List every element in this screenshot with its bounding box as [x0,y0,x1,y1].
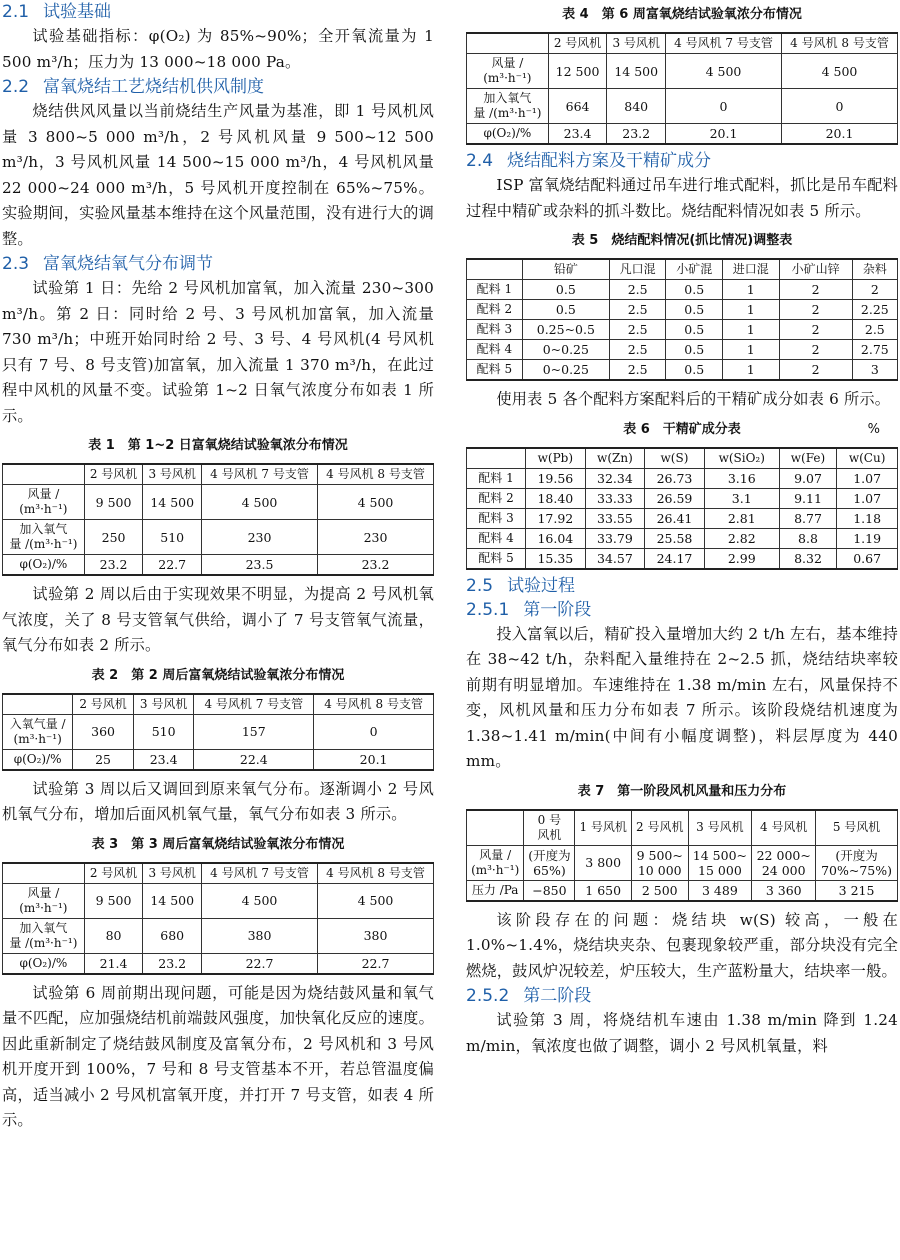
table-cell: 1 [723,320,780,340]
table-cell: 14 500~ 15 000 [688,845,752,880]
table-cell: 360 [73,714,134,749]
table-row-header: φ(O₂)/% [3,749,73,770]
table-header-cell: w(Fe) [779,448,837,469]
table-header-cell: 4 号风机 7 号支管 [202,863,318,884]
table-cell: 2.99 [704,548,779,569]
table-row [467,89,898,124]
table-cell: 26.59 [645,488,705,508]
table-cell: 664 [548,89,607,124]
table-cell: 22.7 [143,555,202,576]
table-row [467,340,898,360]
table-cell: 3.1 [704,488,779,508]
table-row-header: 配料 5 [467,548,526,569]
table-cell: 1 [723,300,780,320]
table-cell: 250 [84,520,143,555]
table-header-row [467,33,898,54]
table-row-header: 配料 2 [467,300,523,320]
table-header-cell: 3 号风机 [688,810,752,846]
table-cell: 9 500 [84,883,143,918]
table-3-caption: 表 3 第 3 周后富氧烧结试验氧浓分布情况 [91,836,345,852]
table-row-header: φ(O₂)/% [3,953,85,974]
table-header-cell: 凡口混 [609,259,666,280]
table-cell: 0~0.25 [522,360,609,381]
paragraph-stage1-problems: 该阶段存在的问题：烧结块 w(S) 较高，一般在 1.0%~1.4%，烧结块夹杂、包裹现象较严重，部分块没有完全燃烧，鼓风炉况较差，炉压较大，生产蓝粉量大，结块率一般。 [466,910,898,980]
table-row-header: φ(O₂)/% [467,124,549,145]
section-heading-2-5: 2.5 试验过程 [466,575,576,596]
table-cell: 23.4 [548,124,607,145]
table-cell: −850 [524,880,575,901]
table-cell: 1 [723,340,780,360]
table-1-caption: 表 1 第 1~2 日富氧烧结试验氧浓分布情况 [88,438,348,453]
table-6-unit: % [867,421,880,437]
table-header-cell [467,33,549,54]
table-row-header: 风量 / (m³·h⁻¹) [3,883,85,918]
table-cell: 380 [202,918,318,953]
table-row-header: 配料 2 [467,488,526,508]
table-row-header: 配料 1 [467,468,526,488]
table-cell: 2 [852,280,897,300]
table-cell: 2.75 [852,340,897,360]
table-cell: 2.5 [609,340,666,360]
table-cell: 26.41 [645,508,705,528]
table-row [467,468,898,488]
table-header-cell: w(Zn) [585,448,645,469]
table-header-cell [467,259,523,280]
table-7-caption: 表 7 第一阶段风机风量和压力分布 [577,783,787,799]
table-cell: 0.5 [666,300,723,320]
table-cell: 33.33 [585,488,645,508]
table-cell: 33.79 [585,528,645,548]
table-cell: 0.5 [666,360,723,381]
table-row-header: 配料 5 [467,360,523,381]
table-cell: (开度为 70%~75%) [816,845,898,880]
table-header-row [467,259,898,280]
table-header-cell: 2 号风机 [548,33,607,54]
table-header-cell: 1 号风机 [575,810,632,846]
section-heading-2-4: 2.4 烧结配料方案及干精矿成分 [466,151,712,171]
table-cell: 32.34 [585,468,645,488]
table-header-cell: 2 号风机 [73,694,134,715]
table-header-cell: 4 号风机 7 号支管 [666,33,782,54]
table-header-cell: 铅矿 [522,259,609,280]
paragraph-week3: 试验第 3 周以后又调回到原来氧气分布。逐渐调小 2 号风机氧气分布，增加后面风机氧气量，氧气分布如表 3 所示。 [2,779,434,823]
table-cell: 2.5 [609,300,666,320]
paragraph-week2: 试验第 2 周以后由于实现效果不明显，为提高 2 号风机氧气浓度，关了 8 号支管氧气供给，调小了 7 号支管氧气流量，氧气分布如表 2 所示。 [2,585,434,654]
table-header-cell [3,694,73,715]
table-cell: 2 [779,280,852,300]
table-row [467,320,898,340]
table-header-cell: 3 号风机 [143,863,202,884]
paragraph-oxygen-adjust: 试验第 1 日：先给 2 号风机加富氧，加入流量 230~300 m³/h。第 2 日：同时给 2 号、3 号风机加富氧，加入流量 730 m³/h；中班开始同时给 2 号、3 号、4 号风机(4 号风机只有 7 号、8 号支管)加富氧，加入流量 1 370 m³/h，在此过程中风机的风量不变。试验第 1~2 日氧气浓度分布如表 1 所示。 [2,279,434,425]
table-cell: 16.04 [526,528,586,548]
table-cell: 230 [202,520,318,555]
table-cell: 0.5 [666,280,723,300]
table-cell: 510 [133,714,194,749]
table-cell: 14 500 [607,54,666,89]
table-cell: 18.40 [526,488,586,508]
paragraph-air-supply: 烧结供风风量以当前烧结生产风量为基准，即 1 号风机风量 3 800~5 000 m³/h，2 号风机风量 9 500~12 500 m³/h，3 号风机风量 14 500~15 000 m³/h，4 号风机风量 22 000~24 000 m³/h，5 号风机开度控制在 65%~75%。实验期间，实验风量基本维持在这个风量范围，没有进行大的调整。 [2,102,434,248]
table-header-cell: 4 号风机 7 号支管 [194,694,314,715]
table-cell: 0 [314,714,434,749]
table-cell: 23.2 [143,953,202,974]
table-cell: 1.19 [837,528,898,548]
table-5-caption: 表 5 烧结配料情况(抓比情况)调整表 [571,233,793,248]
table-cell: 1.18 [837,508,898,528]
table-row-header: 压力 /Pa [467,880,524,901]
section-heading-2-5-2: 2.5.2 第二阶段 [466,986,592,1006]
table-cell: 20.1 [781,124,897,145]
table-7 [466,809,898,902]
table-cell: 9.11 [779,488,837,508]
table-row [3,520,434,555]
table-row [3,918,434,953]
table-cell: (开度为 65%) [524,845,575,880]
table-header-row [3,863,434,884]
table-cell: 2 500 [631,880,688,901]
table-cell: 2 [779,340,852,360]
right-column [466,0,898,1059]
table-header-cell: 小矿山锌 [779,259,852,280]
table-header-cell: w(Cu) [837,448,898,469]
table-cell: 23.2 [607,124,666,145]
table-header-cell [467,810,524,846]
table-row-header: 加入氧气 量 /(m³·h⁻¹) [3,520,85,555]
table-row-header: 风量 / (m³·h⁻¹) [3,485,85,520]
table-cell: 2 [779,360,852,381]
table-row [467,880,898,901]
table-cell: 80 [84,918,143,953]
table-header-cell: 3 号风机 [607,33,666,54]
table-header-cell: 2 号风机 [84,464,143,485]
table-cell: 1 [723,360,780,381]
table-header-cell: w(SiO₂) [704,448,779,469]
table-row [3,953,434,974]
table-cell: 12 500 [548,54,607,89]
table-row [467,54,898,89]
table-row [467,488,898,508]
table-header-cell: 2 号风机 [631,810,688,846]
table-header-cell: 0 号 风机 [524,810,575,846]
table-header-cell: 3 号风机 [143,464,202,485]
table-cell: 25 [73,749,134,770]
table-cell: 2.82 [704,528,779,548]
table-row [3,485,434,520]
table-cell: 0~0.25 [522,340,609,360]
table-cell: 33.55 [585,508,645,528]
table-cell: 1 650 [575,880,632,901]
table-cell: 20.1 [666,124,782,145]
table-2 [2,693,434,771]
table-cell: 23.2 [84,555,143,576]
table-cell: 3 [852,360,897,381]
table-row-header: 配料 4 [467,528,526,548]
table-cell: 0.67 [837,548,898,569]
table-cell: 2.5 [609,320,666,340]
table-header-cell: w(S) [645,448,705,469]
table-cell: 9 500~ 10 000 [631,845,688,880]
table-cell: 2 [779,320,852,340]
table-cell: 21.4 [84,953,143,974]
table-5 [466,258,898,381]
table-row-header: 加入氧气 量 /(m³·h⁻¹) [3,918,85,953]
table-header-row [467,448,898,469]
table-cell: 14 500 [143,485,202,520]
left-column [2,0,434,1134]
table-2-caption: 表 2 第 2 周后富氧烧结试验氧浓分布情况 [91,667,345,683]
table-cell: 3 360 [752,880,816,901]
table-header-cell: 4 号风机 8 号支管 [781,33,897,54]
table-cell: 157 [194,714,314,749]
table-header-cell: 4 号风机 8 号支管 [317,863,433,884]
table-row-header: 入氧气量 / (m³·h⁻¹) [3,714,73,749]
paragraph-stage1: 投入富氧以后，精矿投入量增加大约 2 t/h 左右，基本维持在 38~42 t/h，杂料配入量维持在 2~2.5 抓，烧结结块率较前期有明显增加。车速维持在 1.38 m/min 左右，风量保持不变，风机风量和压力分布如表 7 所示。该阶段烧结机速度为 1.38~1.41 m/min(中间有小幅度调整)，料层厚度为 440 mm。 [466,624,898,770]
table-cell: 3 489 [688,880,752,901]
paragraph-week6: 试验第 6 周前期出现问题，可能是因为烧结鼓风量和氧气量不匹配，应加强烧结机前端鼓风强度，加快氧化反应的速度。因此重新制定了烧结鼓风制度及富氧分布，2 号风机和 3 号风机开度开到 100%，7 号和 8 号支管基本不开，若总管温度偏高，适当减小 2 号风机富氧开度，并打开 7 号支管，如表 4 所示。 [2,983,434,1129]
table-cell: 8.8 [779,528,837,548]
table-cell: 0 [666,89,782,124]
table-header-cell: 4 号风机 8 号支管 [317,464,433,485]
table-header-cell: w(Pb) [526,448,586,469]
table-cell: 0.5 [522,300,609,320]
section-heading-2-5-1: 2.5.1 第一阶段 [466,599,592,620]
table-row [3,555,434,576]
table-row-header: φ(O₂)/% [3,555,85,576]
table-cell: 22.4 [194,749,314,770]
paragraph-test-basis: 试验基础指标：φ(O₂) 为 85%~90%；全开氧流量为 1 500 m³/h；压力为 13 000~18 000 Pa。 [2,27,434,71]
table-cell: 25.58 [645,528,705,548]
table-row [467,508,898,528]
table-cell: 22 000~ 24 000 [752,845,816,880]
table-cell: 2.25 [852,300,897,320]
table-cell: 1.07 [837,468,898,488]
table-row [467,124,898,145]
table-header-row [3,694,434,715]
table-cell: 4 500 [781,54,897,89]
table-cell: 4 500 [202,485,318,520]
table-header-cell [3,464,85,485]
table-cell: 4 500 [317,883,433,918]
table-cell: 20.1 [314,749,434,770]
table-cell: 8.32 [779,548,837,569]
table-4 [466,32,898,145]
table-6 [466,447,898,570]
paragraph-ingredients: ISP 富氧烧结配料通过吊车进行堆式配料，抓比是吊车配料过程中精矿或杂料的抓斗数比。烧结配料情况如表 5 所示。 [466,176,898,220]
table-row [467,360,898,381]
paragraph-concentrate: 使用表 5 各个配料方案配料后的干精矿成分如表 6 所示。 [496,390,891,408]
table-cell: 23.5 [202,555,318,576]
table-cell: 26.73 [645,468,705,488]
table-row-header: 配料 4 [467,340,523,360]
table-header-cell [3,863,85,884]
table-cell: 3 215 [816,880,898,901]
table-row-header: 配料 3 [467,508,526,528]
table-cell: 4 500 [317,485,433,520]
table-cell: 2.5 [609,280,666,300]
table-cell: 9 500 [84,485,143,520]
table-row [467,528,898,548]
table-cell: 1.07 [837,488,898,508]
table-cell: 23.4 [133,749,194,770]
table-row [3,714,434,749]
table-6-caption: 表 6 干精矿成分表 % [623,421,880,437]
paragraph-stage2: 试验第 3 周，将烧结机车速由 1.38 m/min 降到 1.24 m/min，氧浓度也做了调整，调小 2 号风机氧量，料 [466,1011,898,1055]
table-cell: 380 [317,918,433,953]
table-cell: 2 [779,300,852,320]
table-header-cell: 进口混 [723,259,780,280]
table-cell: 19.56 [526,468,586,488]
section-heading-2-3: 2.3 富氧烧结氧气分布调节 [2,254,214,274]
table-cell: 14 500 [143,883,202,918]
table-header-cell: 杂料 [852,259,897,280]
table-row [467,845,898,880]
table-row-header: 配料 1 [467,280,523,300]
table-cell: 8.77 [779,508,837,528]
table-row [467,300,898,320]
table-cell: 15.35 [526,548,586,569]
table-row-header: 风量 / (m³·h⁻¹) [467,845,524,880]
table-cell: 680 [143,918,202,953]
table-header-cell [467,448,526,469]
table-cell: 3.16 [704,468,779,488]
table-row-header: 加入氧气 量 /(m³·h⁻¹) [467,89,549,124]
table-cell: 22.7 [202,953,318,974]
table-1 [2,463,434,576]
table-header-cell: 5 号风机 [816,810,898,846]
table-row-header: 风量 / (m³·h⁻¹) [467,54,549,89]
table-header-cell: 4 号风机 7 号支管 [202,464,318,485]
table-row [3,749,434,770]
table-3 [2,862,434,975]
table-cell: 4 500 [202,883,318,918]
table-row [467,548,898,569]
table-cell: 840 [607,89,666,124]
table-header-row [467,810,898,846]
table-header-cell: 4 号风机 [752,810,816,846]
table-header-cell: 3 号风机 [133,694,194,715]
table-cell: 4 500 [666,54,782,89]
table-cell: 2.5 [609,360,666,381]
table-cell: 23.2 [317,555,433,576]
table-header-cell: 小矿混 [666,259,723,280]
table-cell: 2.5 [852,320,897,340]
section-heading-2-2: 2.2 富氧烧结工艺烧结机供风制度 [2,77,265,97]
table-cell: 510 [143,520,202,555]
table-header-row [3,464,434,485]
table-cell: 3 800 [575,845,632,880]
table-header-cell: 4 号风机 8 号支管 [314,694,434,715]
table-cell: 1 [723,280,780,300]
section-heading-2-1: 2.1 试验基础 [2,2,112,22]
table-row [467,280,898,300]
table-cell: 17.92 [526,508,586,528]
table-cell: 0.25~0.5 [522,320,609,340]
table-cell: 34.57 [585,548,645,569]
table-header-cell: 2 号风机 [84,863,143,884]
table-cell: 0.5 [666,340,723,360]
table-cell: 0.5 [522,280,609,300]
table-cell: 2.81 [704,508,779,528]
table-row-header: 配料 3 [467,320,523,340]
table-row [3,883,434,918]
table-cell: 22.7 [317,953,433,974]
table-cell: 0.5 [666,320,723,340]
table-cell: 230 [317,520,433,555]
table-cell: 0 [781,89,897,124]
table-cell: 9.07 [779,468,837,488]
table-4-caption: 表 4 第 6 周富氧烧结试验氧浓分布情况 [562,7,802,22]
table-cell: 24.17 [645,548,705,569]
